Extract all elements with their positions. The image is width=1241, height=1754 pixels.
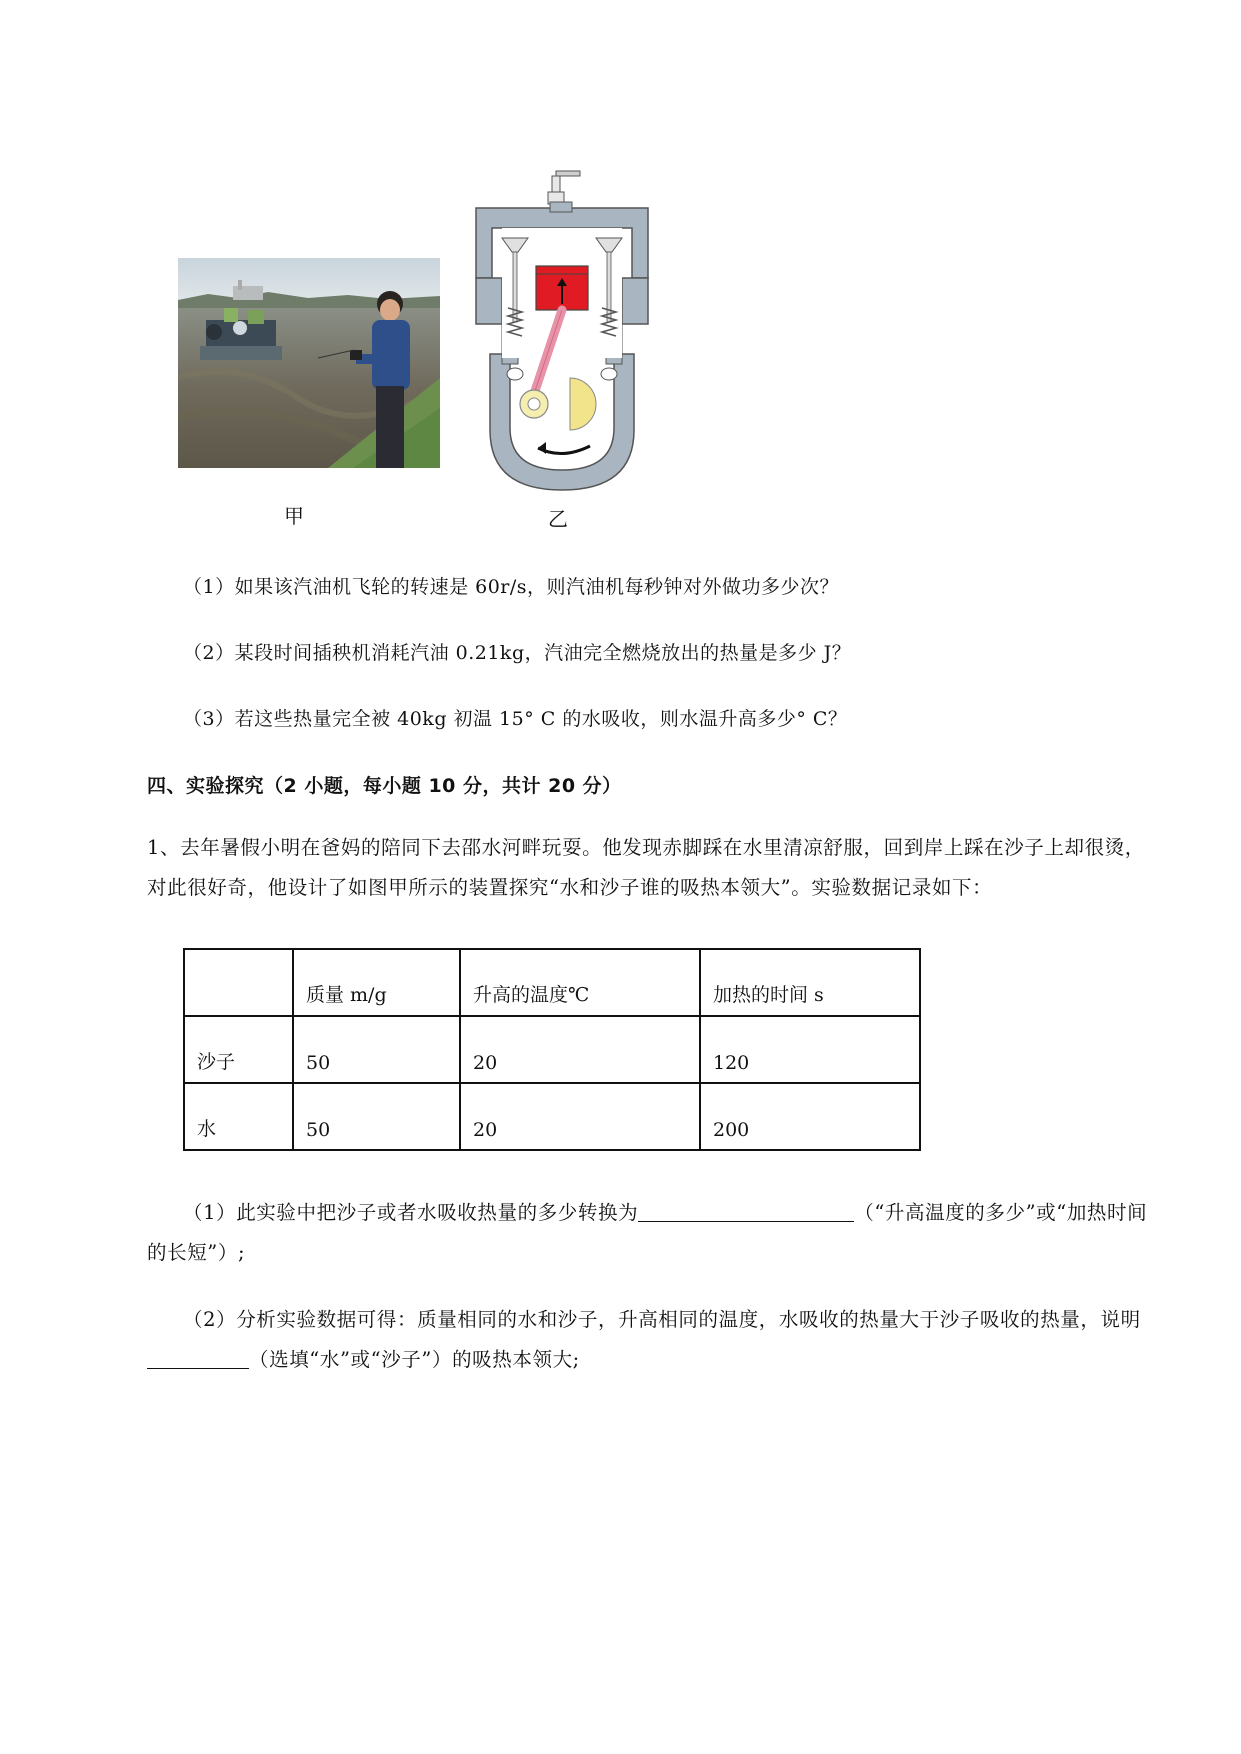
table-cell: 水 [184, 1083, 293, 1150]
sub-question-2-options: （选填“水”或“沙子”）的吸热本领大; [249, 1348, 580, 1371]
sub-question-2-text: （2）分析实验数据可得：质量相同的水和沙子，升高相同的温度，水吸收的热量大于沙子吸收的热量，说明 [183, 1308, 1141, 1331]
section-title: 四、实验探究（2 小题，每小题 10 分，共计 20 分） [147, 775, 622, 797]
figure-jia-photo [178, 258, 440, 468]
answer-blank-2[interactable] [147, 1346, 249, 1369]
table-row [184, 1016, 920, 1083]
table-header-row [184, 949, 920, 1016]
table-header-cell: 加热的时间 s [700, 949, 920, 1016]
question-2: （2）某段时间插秧机消耗汽油 0.21kg，汽油完全燃烧放出的热量是多少 J？ [183, 642, 852, 664]
question-1: （1）如果该汽油机飞轮的转速是 60r/s，则汽油机每秒钟对外做功多少次？ [183, 576, 840, 598]
photo-image [178, 258, 440, 468]
engine-diagram-svg [472, 168, 652, 494]
table-cell: 沙子 [184, 1016, 293, 1083]
problem-1-intro: 1、去年暑假小明在爸妈的陪同下去邵水河畔玩耍。他发现赤脚踩在水里清凉舒服，回到岸上踩在沙子上却很烫，对此很好奇，他设计了如图甲所示的装置探究“水和沙子谁的吸热本领大”。实验数据记录如下： [147, 836, 1145, 899]
question-3: （3）若这些热量完全被 40kg 初温 15° C 的水吸收，则水温升高多少° C？ [183, 708, 848, 730]
figure-yi-engine-diagram [472, 168, 652, 494]
table-header-cell: 升高的温度℃ [460, 949, 700, 1016]
table-row [184, 1083, 920, 1150]
table-header-cell [184, 949, 293, 1016]
table-cell: 50 [293, 1083, 460, 1150]
sub-question-1 [147, 1193, 1159, 1273]
answer-blank-1[interactable] [638, 1199, 854, 1222]
table-header-cell: 质量 m/g [293, 949, 460, 1016]
sub-question-1-options: （“升高温度的多少”或“加热时间的长短”）; [147, 1201, 1148, 1264]
sub-question-2 [147, 1300, 1159, 1380]
figure-jia-label: 甲 [284, 504, 304, 528]
experiment-data-table [183, 948, 921, 1151]
table-cell: 20 [460, 1016, 700, 1083]
table-cell: 200 [700, 1083, 920, 1150]
table-cell: 20 [460, 1083, 700, 1150]
sub-question-1-text: （1）此实验中把沙子或者水吸收热量的多少转换为 [183, 1201, 639, 1224]
figure-yi-label: 乙 [548, 507, 568, 531]
table-cell: 120 [700, 1016, 920, 1083]
table-cell: 50 [293, 1016, 460, 1083]
